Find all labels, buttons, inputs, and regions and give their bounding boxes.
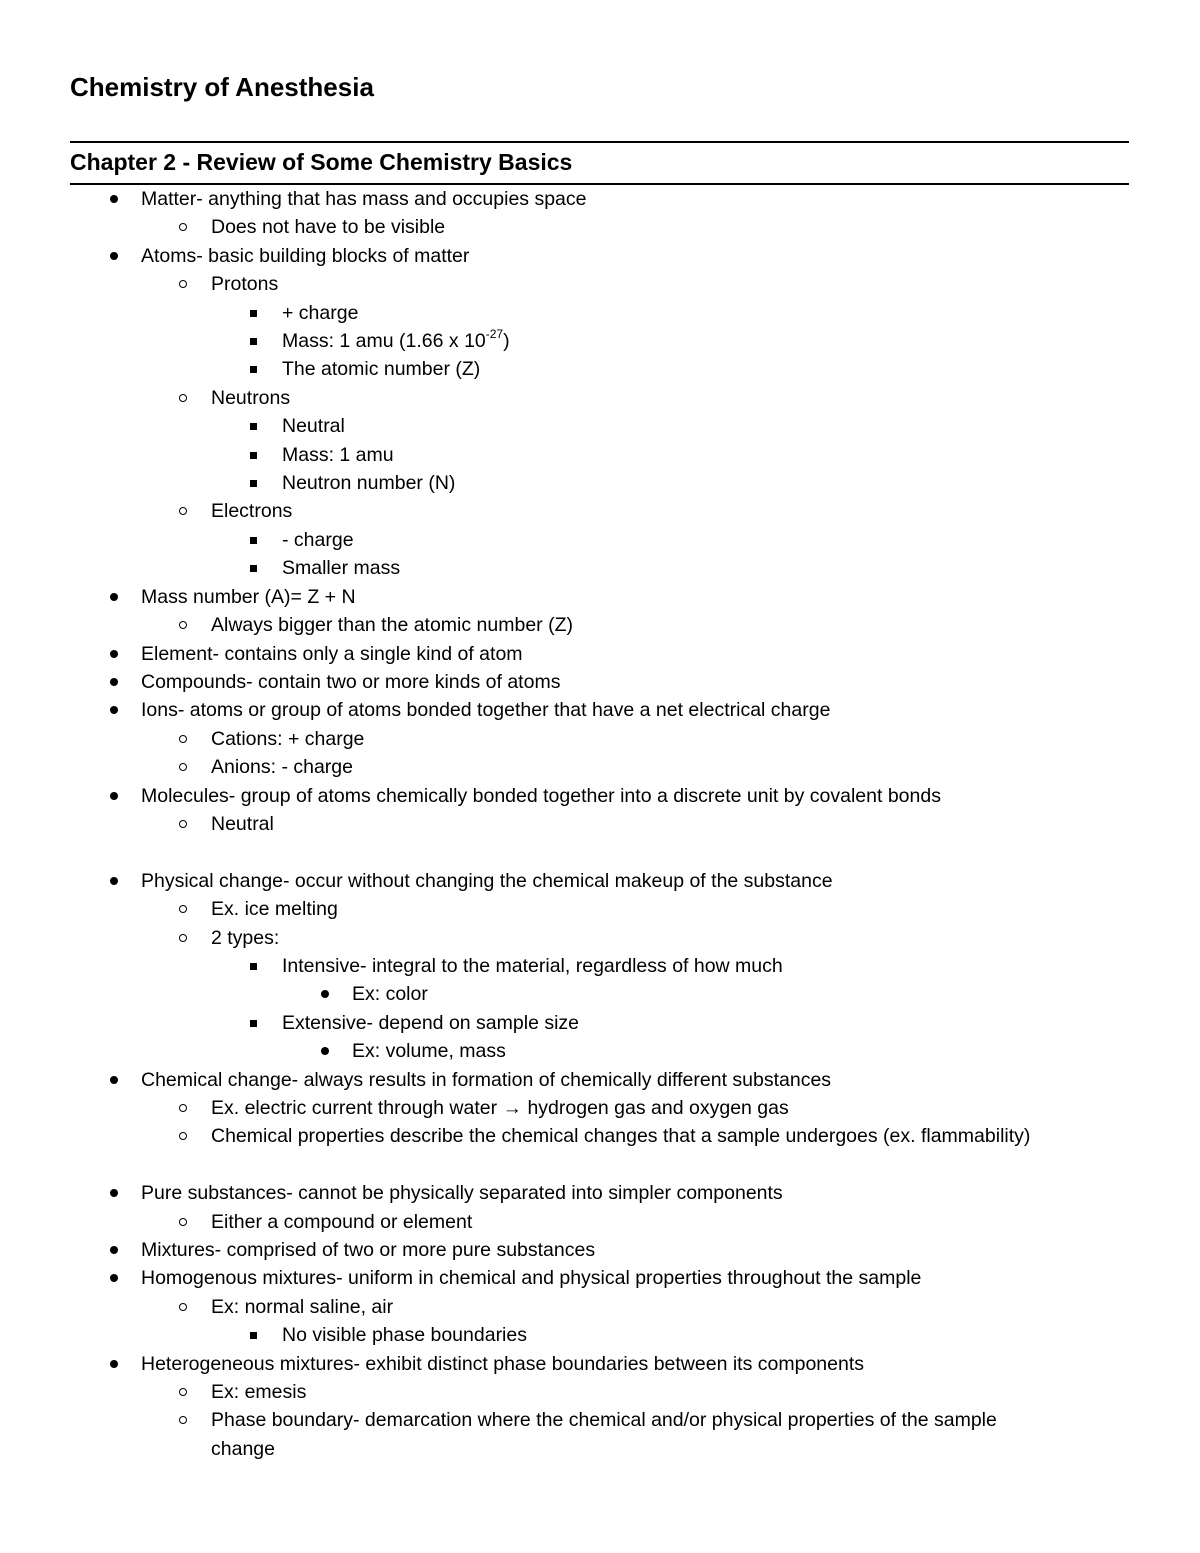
outline-item-text: Neutral <box>282 415 345 438</box>
outline-item-text: Mass: 1 amu <box>282 443 394 466</box>
disc-bullet-icon <box>319 1037 331 1065</box>
outline-item-text: No visible phase boundaries <box>282 1324 527 1347</box>
outline-item <box>0 412 1200 440</box>
outline-item <box>0 1009 1200 1037</box>
square-bullet-icon <box>248 526 260 554</box>
outline-item-text: The atomic number (Z) <box>282 358 481 381</box>
outline-item <box>0 1236 1200 1264</box>
outline-item-text-suffix: ) <box>503 330 510 353</box>
outline-item <box>0 810 1200 838</box>
disc-bullet-icon <box>108 185 120 213</box>
outline-item <box>0 213 1200 241</box>
outline-item <box>0 1179 1200 1207</box>
circle-bullet-icon <box>178 497 190 525</box>
outline-item <box>0 583 1200 611</box>
outline-item <box>0 185 1200 213</box>
circle-bullet-icon <box>178 270 190 298</box>
outline-item-text: Physical change- occur without changing the chemical makeup of the substance <box>141 869 833 892</box>
outline-item-text: Always bigger than the atomic number (Z) <box>211 614 573 637</box>
square-bullet-icon <box>248 355 260 383</box>
outline-item <box>0 1321 1200 1349</box>
circle-bullet-icon <box>178 924 190 952</box>
bullet-outline <box>0 185 1200 1463</box>
outline-item <box>0 469 1200 497</box>
outline-item <box>0 1378 1200 1406</box>
outline-item-text: Mass: 1 amu (1.66 x 10 <box>282 330 486 353</box>
outline-item <box>0 668 1200 696</box>
circle-bullet-icon <box>178 753 190 781</box>
disc-bullet-icon <box>108 640 120 668</box>
circle-bullet-icon <box>178 895 190 923</box>
outline-item <box>0 242 1200 270</box>
circle-bullet-icon <box>178 1208 190 1236</box>
square-bullet-icon <box>248 1321 260 1349</box>
outline-item <box>0 1208 1200 1236</box>
outline-item <box>0 696 1200 724</box>
outline-item-text: Atoms- basic building blocks of matter <box>141 244 470 267</box>
outline-item-text: Pure substances- cannot be physically separated into simpler components <box>141 1182 783 1205</box>
circle-bullet-icon <box>178 725 190 753</box>
outline-item-text: Cations: + charge <box>211 727 365 750</box>
disc-bullet-icon <box>108 583 120 611</box>
outline-item-text: Smaller mass <box>282 557 401 580</box>
outline-item-text: Molecules- group of atoms chemically bonded together into a discrete unit by covalent bonds <box>141 784 941 807</box>
outline-item-text: Neutrons <box>211 386 291 409</box>
outline-item-text: Chemical change- always results in formation of chemically different substances <box>141 1068 832 1091</box>
outline-item-text: Ex: emesis <box>211 1381 307 1404</box>
circle-bullet-icon <box>178 1378 190 1406</box>
disc-bullet-icon <box>319 980 331 1008</box>
outline-item <box>0 1264 1200 1292</box>
disc-bullet-icon <box>108 1350 120 1378</box>
outline-item <box>0 327 1200 355</box>
outline-item <box>0 753 1200 781</box>
circle-bullet-icon <box>178 611 190 639</box>
outline-item <box>0 1094 1200 1122</box>
outline-item-text: Extensive- depend on sample size <box>282 1011 580 1034</box>
outline-item <box>0 554 1200 582</box>
outline-item-text: + charge <box>282 301 359 324</box>
circle-bullet-icon <box>178 1122 190 1150</box>
outline-item-text: Electrons <box>211 500 293 523</box>
circle-bullet-icon <box>178 1293 190 1321</box>
outline-item-text: Phase boundary- demarcation where the chemical and/or physical properties of the sample <box>211 1409 997 1432</box>
outline-item <box>0 725 1200 753</box>
outline-item <box>0 1066 1200 1094</box>
outline-item <box>0 838 1200 866</box>
outline-item-text: Intensive- integral to the material, regardless of how much <box>282 954 783 977</box>
disc-bullet-icon <box>108 782 120 810</box>
square-bullet-icon <box>248 952 260 980</box>
outline-item <box>0 640 1200 668</box>
outline-item <box>0 611 1200 639</box>
superscript-exponent: -27 <box>485 326 504 341</box>
outline-item <box>0 270 1200 298</box>
outline-item <box>0 1122 1200 1150</box>
outline-item <box>0 867 1200 895</box>
outline-item-text: Does not have to be visible <box>211 216 446 239</box>
outline-item-text: Ions- atoms or group of atoms bonded together that have a net electrical charge <box>141 699 831 722</box>
outline-item <box>0 384 1200 412</box>
disc-bullet-icon <box>108 1066 120 1094</box>
outline-item-text: Neutron number (N) <box>282 472 456 495</box>
outline-item-text: Ex: volume, mass <box>352 1040 506 1063</box>
outline-item-text: Neutral <box>211 812 274 835</box>
outline-item-text: Ex: color <box>352 983 428 1006</box>
circle-bullet-icon <box>178 384 190 412</box>
square-bullet-icon <box>248 1009 260 1037</box>
outline-item-text: Matter- anything that has mass and occupies space <box>141 188 587 210</box>
chapter-heading: Chapter 2 - Review of Some Chemistry Basics <box>70 149 573 175</box>
disc-bullet-icon <box>108 1236 120 1264</box>
outline-item-text: Protons <box>211 273 279 296</box>
outline-item-text: Compounds- contain two or more kinds of atoms <box>141 670 561 693</box>
square-bullet-icon <box>248 441 260 469</box>
disc-bullet-icon <box>108 242 120 270</box>
outline-item <box>0 895 1200 923</box>
outline-item <box>0 1350 1200 1378</box>
outline-item-text: 2 types: <box>211 926 280 949</box>
page-title: Chemistry of Anesthesia <box>70 72 374 102</box>
outline-item <box>0 1037 1200 1065</box>
outline-item <box>0 526 1200 554</box>
circle-bullet-icon <box>178 1094 190 1122</box>
disc-bullet-icon <box>108 1264 120 1292</box>
circle-bullet-icon <box>178 213 190 241</box>
outline-item-text: Either a compound or element <box>211 1210 473 1233</box>
disc-bullet-icon <box>108 867 120 895</box>
outline-item-text: Homogenous mixtures- uniform in chemical and physical properties throughout the sample <box>141 1267 922 1290</box>
outline-item-text: Ex. electric current through water → hydrogen gas and oxygen gas <box>211 1096 789 1119</box>
outline-item-text: - charge <box>282 528 354 551</box>
square-bullet-icon <box>248 554 260 582</box>
square-bullet-icon <box>248 469 260 497</box>
outline-item-text: Element- contains only a single kind of atom <box>141 642 523 665</box>
outline-item-text: Chemical properties describe the chemical changes that a sample undergoes (ex. flammability) <box>211 1125 1031 1148</box>
outline-item-text: Heterogeneous mixtures- exhibit distinct phase boundaries between its components <box>141 1352 864 1375</box>
outline-item <box>0 952 1200 980</box>
outline-item-text: Mass number (A)= Z + N <box>141 585 356 608</box>
square-bullet-icon <box>248 299 260 327</box>
outline-item <box>0 1293 1200 1321</box>
outline-item <box>0 299 1200 327</box>
outline-item <box>0 1151 1200 1179</box>
outline-item <box>0 497 1200 525</box>
outline-item-text: Anions: - charge <box>211 756 353 779</box>
square-bullet-icon <box>248 327 260 355</box>
outline-item-text: Mixtures- comprised of two or more pure substances <box>141 1239 596 1261</box>
outline-item <box>0 980 1200 1008</box>
disc-bullet-icon <box>108 668 120 696</box>
disc-bullet-icon <box>108 1179 120 1207</box>
outline-item <box>0 1406 1200 1434</box>
square-bullet-icon <box>248 412 260 440</box>
disc-bullet-icon <box>108 696 120 724</box>
outline-item-text: Ex: normal saline, air <box>211 1295 394 1318</box>
outline-item <box>0 1435 1200 1463</box>
outline-item <box>0 441 1200 469</box>
circle-bullet-icon <box>178 1406 190 1434</box>
circle-bullet-icon <box>178 810 190 838</box>
outline-item <box>0 355 1200 383</box>
outline-item <box>0 782 1200 810</box>
heading-top-rule <box>70 141 1129 143</box>
outline-item-text: change <box>211 1437 275 1460</box>
outline-item-text: Ex. ice melting <box>211 898 338 921</box>
outline-item <box>0 924 1200 952</box>
